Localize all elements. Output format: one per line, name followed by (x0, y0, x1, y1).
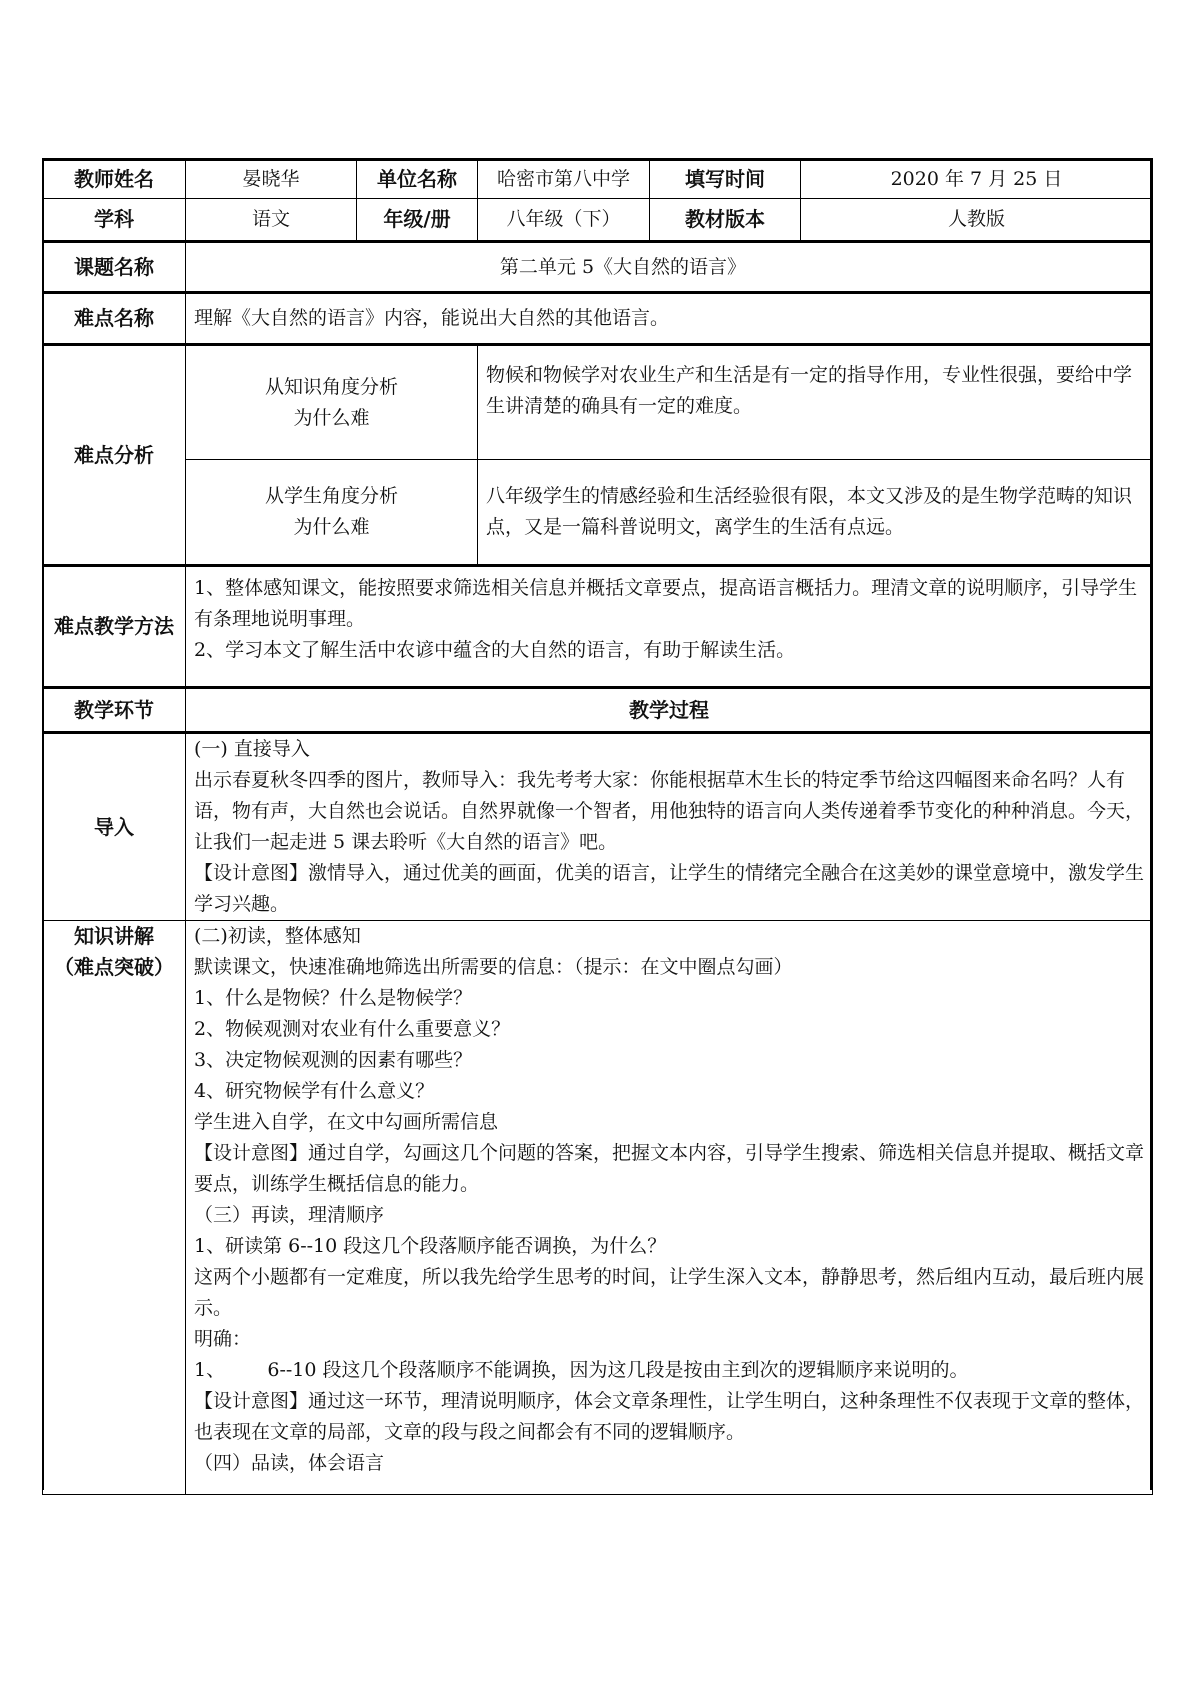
unit-label: 单位名称 (357, 160, 478, 199)
knowledge-line-0: (二)初读，整体感知 (194, 925, 361, 947)
knowledge-line-14: （四）品读，体会语言 (194, 1452, 385, 1474)
knowledge-row (43, 921, 1153, 1495)
analysis-row-student (43, 460, 1153, 566)
knowledge-label-line2: （难点突破） (54, 955, 174, 979)
knowledge-line-12: 1、 6--10 段这几个段落顺序不能调换，因为这几段是按由主到次的逻辑顺序来说明的。 (194, 1359, 969, 1381)
student-angle-label (186, 460, 478, 566)
intro-line-1: 出示春夏秋冬四季的图片，教师导入：我先考考大家：你能根据草木生长的特定季节给这四幅图来命名吗？人有语，物有声，大自然也会说话。自然界就像一个智者，用他独特的语言向人类传递着季节变化的种种消息。今天，让我们一起走进 5 课去聆听《大自然的语言》吧。 (194, 769, 1145, 853)
knowledge-line-4: 3、决定物候观测的因素有哪些？ (194, 1049, 473, 1071)
knowledge-line-8: （三）再读，理清顺序 (194, 1204, 385, 1226)
analysis-label: 难点分析 (43, 345, 186, 566)
knowledge-line-3: 2、物候观测对农业有什么重要意义？ (194, 1018, 511, 1040)
topic-value: 第二单元 5《大自然的语言》 (186, 242, 1153, 293)
lesson-plan-table (42, 158, 1153, 1495)
process-header-row (43, 688, 1153, 733)
header-row-2 (43, 199, 1153, 242)
student-angle-line2: 为什么难 (293, 516, 370, 538)
method-line-2: 2、学习本文了解生活中农谚中蕴含的大自然的语言，有助于解读生活。 (194, 639, 796, 661)
grade-value: 八年级（下） (478, 199, 650, 242)
knowledge-line-10: 这两个小题都有一定难度，所以我先给学生思考的时间，让学生深入文本，静静思考，然后组内互动，最后班内展示。 (194, 1266, 1145, 1319)
knowledge-angle-line2: 为什么难 (293, 406, 370, 429)
subject-label: 学科 (43, 199, 186, 242)
grade-label: 年级/册 (357, 199, 478, 242)
intro-line-2: 【设计意图】激情导入，通过优美的画面，优美的语言，让学生的情绪完全融合在这美妙的课堂意境中，激发学生学习兴趣。 (194, 862, 1145, 915)
knowledge-angle-label (186, 345, 478, 460)
header-row-1 (43, 160, 1153, 199)
knowledge-line-5: 4、研究物候学有什么意义？ (194, 1080, 435, 1102)
process-left-header: 教学环节 (43, 688, 186, 733)
knowledge-line-11: 明确： (194, 1328, 252, 1350)
process-right-header: 教学过程 (186, 688, 1153, 733)
intro-line-0: (一) 直接导入 (194, 738, 310, 760)
knowledge-content (186, 921, 1153, 1495)
time-label: 填写时间 (650, 160, 801, 199)
difficulty-label: 难点名称 (43, 293, 186, 345)
method-line-1: 1、整体感知课文，能按照要求筛选相关信息并概括文章要点，提高语言概括力。理清文章的说明顺序，引导学生有条理地说明事理。 (194, 577, 1138, 630)
intro-row (43, 733, 1153, 921)
knowledge-line-2: 1、什么是物候？什么是物候学？ (194, 987, 473, 1009)
student-angle-text: 八年级学生的情感经验和生活经验很有限，本文又涉及的是生物学范畴的知识点，又是一篇科普说明文，离学生的生活有点远。 (478, 460, 1153, 566)
knowledge-line-7: 【设计意图】通过自学，勾画这几个问题的答案，把握文本内容，引导学生搜索、筛选相关信息并提取、概括文章要点，训练学生概括信息的能力。 (194, 1142, 1145, 1195)
method-row (43, 566, 1153, 688)
knowledge-angle-text: 物候和物候学对农业生产和生活是有一定的指导作用，专业性很强，要给中学生讲清楚的确具有一定的难度。 (478, 345, 1153, 460)
difficulty-value: 理解《大自然的语言》内容，能说出大自然的其他语言。 (186, 293, 1153, 345)
method-label: 难点教学方法 (43, 566, 186, 688)
method-content (186, 566, 1153, 688)
topic-row (43, 242, 1153, 293)
intro-label: 导入 (43, 733, 186, 921)
teacher-label: 教师姓名 (43, 160, 186, 199)
knowledge-label (43, 921, 186, 1495)
unit-value: 哈密市第八中学 (478, 160, 650, 199)
analysis-row-knowledge (43, 345, 1153, 460)
knowledge-label-line1: 知识讲解 (74, 924, 154, 948)
topic-label: 课题名称 (43, 242, 186, 293)
edition-value: 人教版 (801, 199, 1153, 242)
knowledge-angle-line1: 从知识角度分析 (264, 375, 398, 398)
knowledge-line-6: 学生进入自学，在文中勾画所需信息 (194, 1111, 499, 1133)
knowledge-line-13: 【设计意图】通过这一环节，理清说明顺序，体会文章条理性，让学生明白，这种条理性不仅表现于文章的整体，也表现在文章的局部，文章的段与段之间都会有不同的逻辑顺序。 (194, 1390, 1145, 1443)
edition-label: 教材版本 (650, 199, 801, 242)
time-value: 2020 年 7 月 25 日 (801, 160, 1153, 199)
teacher-value: 晏晓华 (186, 160, 357, 199)
knowledge-line-9: 1、研读第 6--10 段这几个段落顺序能否调换，为什么？ (194, 1235, 667, 1257)
subject-value: 语文 (186, 199, 357, 242)
student-angle-line1: 从学生角度分析 (264, 485, 398, 507)
intro-content (186, 733, 1153, 921)
knowledge-line-1: 默读课文，快速准确地筛选出所需要的信息：（提示：在文中圈点勾画） (194, 956, 793, 978)
difficulty-row (43, 293, 1153, 345)
